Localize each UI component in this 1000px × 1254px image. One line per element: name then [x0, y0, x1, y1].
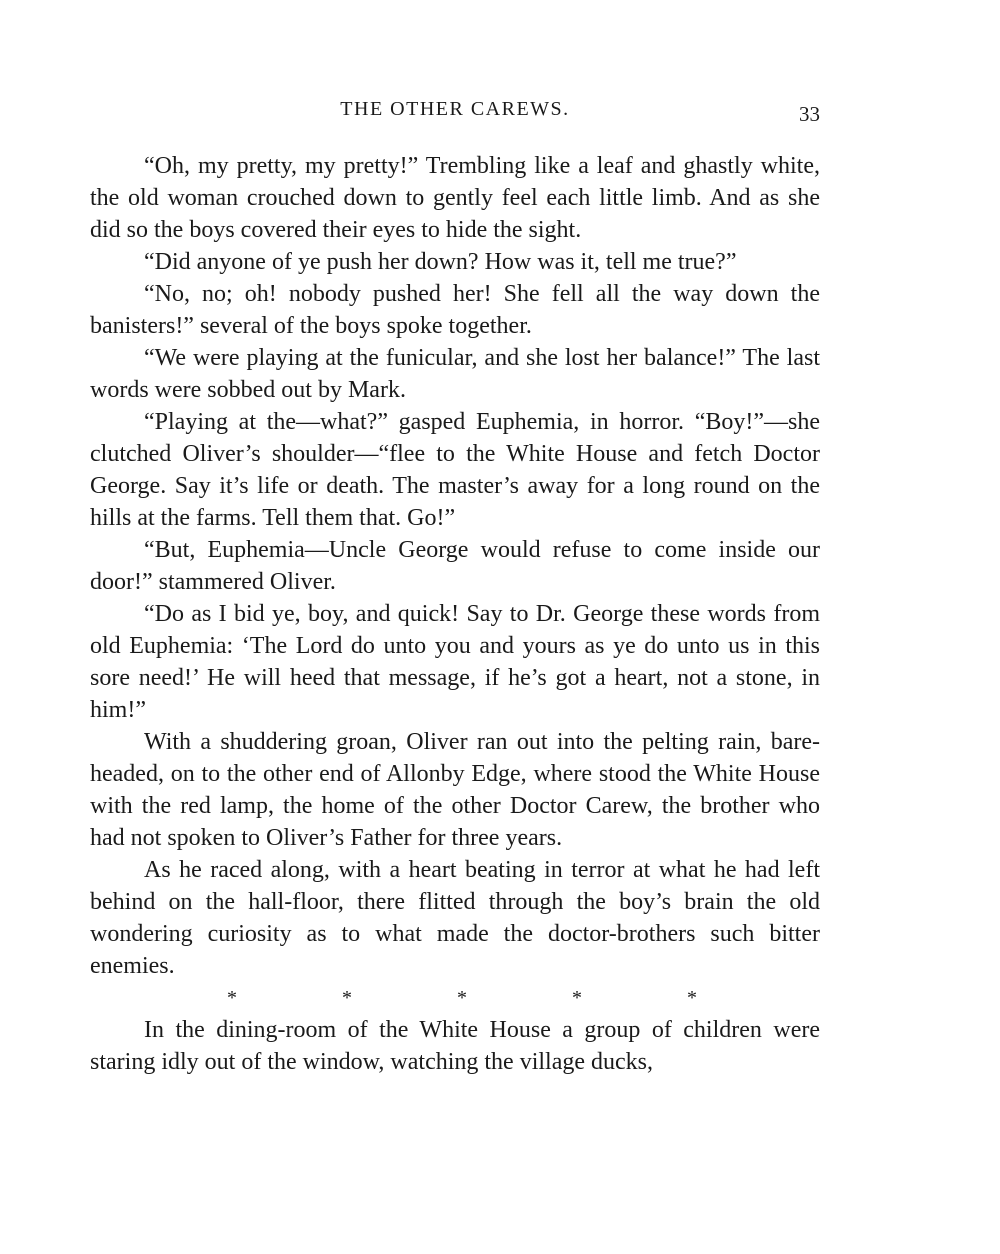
section-break [227, 982, 697, 1014]
paragraph: With a shuddering groan, Oliver ran out into the pelting rain, bare-headed, on to the other end of Allonby Edge, where stood the White House with the red lamp, the home of the other Doctor Carew, the brother who had not spoken to Oliver’s Father for three years. [90, 729, 820, 851]
paragraph: “Playing at the—what?” gasped Euphemia, in horror. “Boy!”—she clutched Oliver’s shoulder—“flee to the White House and fetch Doctor George. Say it’s life or death. The master’s away for a long round on the hills at the farms. Tell them that. Go!” [90, 409, 820, 531]
running-title: THE OTHER CAREWS. [340, 98, 570, 120]
asterisk: * [687, 987, 697, 1009]
paragraph: “We were playing at the funicular, and she lost her balance!” The last words were sobbed out by Mark. [90, 345, 820, 403]
paragraph: “Oh, my pretty, my pretty!” Trembling like a leaf and ghastly white, the old woman crouched down to gently feel each little limb. And as she did so the boys covered their eyes to hide the sight. [90, 153, 820, 243]
paragraph: “But, Euphemia—Uncle George would refuse to come inside our door!” stammered Oliver. [90, 537, 820, 595]
body-text [90, 150, 820, 1078]
paragraph: As he raced along, with a heart beating in terror at what he had left behind on the hall-floor, there flitted through the boy’s brain the old wondering curiosity as to what made the doctor-brothers such bitter enemies. [90, 857, 820, 979]
asterisk: * [227, 987, 237, 1009]
page-number: 33 [799, 102, 820, 126]
running-head [90, 98, 820, 128]
asterisk: * [342, 987, 352, 1009]
asterisk: * [572, 987, 582, 1009]
paragraph: “Did anyone of ye push her down? How was it, tell me true?” [144, 249, 737, 275]
asterisk: * [457, 987, 467, 1009]
paragraph: “Do as I bid ye, boy, and quick! Say to Dr. George these words from old Euphemia: ‘The Lord do unto you and yours as ye do unto us in this sore need!’ He will heed that message, if he’s got a heart, not a stone, in him!” [90, 601, 820, 723]
paragraph: “No, no; oh! nobody pushed her! She fell all the way down the banisters!” several of the boys spoke together. [90, 281, 820, 339]
paragraph-continued: In the dining-room of the White House a group of children were staring idly out of the window, watching the village ducks, [90, 1017, 820, 1075]
